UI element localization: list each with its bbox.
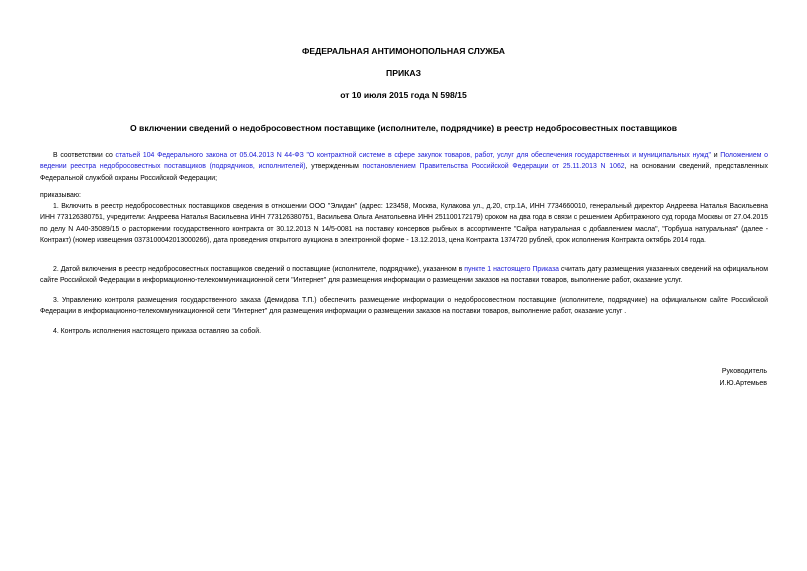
item2-text-1: 2. Датой включения в реестр недобросовестных поставщиков сведений о поставщике (исполнителе, подрядчике), указанном в	[53, 266, 465, 273]
document-type: ПРИКАЗ	[386, 68, 421, 78]
law-article-link[interactable]: статьей 104 Федерального закона от 05.04.2013 N 44-ФЗ "О контрактной системе в сфере закупок товаров, работ, услуг для обеспечения государственных и муниципальных нужд"	[115, 152, 711, 159]
order-word: приказываю:	[40, 192, 81, 199]
agency-name: ФЕДЕРАЛЬНАЯ АНТИМОНОПОЛЬНАЯ СЛУЖБА	[302, 46, 505, 56]
preamble-text-3: , утвержденным	[305, 163, 363, 171]
clause-1-link[interactable]: пункте 1 настоящего Приказа	[464, 266, 560, 273]
order-item-1: 1. Включить в реестр недобросовестных поставщиков сведения в отношении ООО "Элидан" (адрес: 123458, Москва, Кулакова ул., д.20, стр.1А, ИНН 7734660010, генеральный директор Андреева Наталья Васильевна ИНН 773126380751, учредители: Андреева Наталья Васильевна ИНН 773126380751, Васильева Ольга Анатольевна ИНН 251100172179) сроком на два года в связи с решением Арбитражного суд города Москвы от 27.04.2015 по делу N А40-35089/15 о расторжении государственного контракта от 30.12.2013 N 14/5-0081 на поставку консервов рыбных в ассортименте "Сайра натуральная с добавлением масла", "Горбуша натуральная" (далее - Контракт) (номер извещения 0373100042013000266), дата проведения открытого аукциона в электронной форме - 13.12.2013, цена Контракта 1374720 рублей, срок исполнения Контракта октябрь 2014 года.	[40, 203, 768, 245]
government-decree-link[interactable]: постановлением Правительства Российской Федерации от 25.11.2013 N 1062	[362, 163, 625, 171]
order-item-2	[40, 264, 768, 287]
registry-regulation-link[interactable]: Положением о ведении реестра недобросовестных поставщиков (подрядчиков, исполнителей)	[40, 152, 768, 171]
signatory-name: И.Ю.Артемьев	[719, 379, 767, 387]
document-title: О включении сведений о недобросовестном поставщике (исполнителе, подрядчике) в реестр недобросовестных поставщиков	[129, 123, 678, 133]
order-item-3: 3. Управлению контроля размещения государственного заказа (Демидова Т.П.) обеспечить размещение информации о недобросовестном поставщике (исполнителе, подрядчике) на официальном сайте Российской Федерации в информационно-телекоммуникационной сети "Интернет" для размещения информации о размещении заказов на поставки товаров, выполнение работ, оказание услуг .	[40, 297, 768, 316]
signature-block	[720, 366, 768, 389]
order-item-4: 4. Контроль исполнения настоящего приказа оставляю за собой.	[53, 328, 261, 335]
preamble-paragraph	[40, 150, 768, 184]
item2-text-2: считать дату размещения указанных сведений на официальном сайте Российской Федерации в информационно-телекоммуникационной сети "Интернет" для размещения информации о размещении заказов на поставки товаров, выполнение работ, оказание услуг.	[40, 266, 768, 285]
document-date-number: от 10 июля 2015 года N 598/15	[340, 90, 467, 100]
preamble-text-2: и	[710, 152, 721, 159]
preamble-text-4: , на основании сведений, представленных Федеральной службой охраны Российской Федерации;	[40, 163, 768, 182]
signatory-position: Руководитель	[721, 368, 767, 375]
preamble-text-1: В соответствии со	[53, 152, 116, 159]
